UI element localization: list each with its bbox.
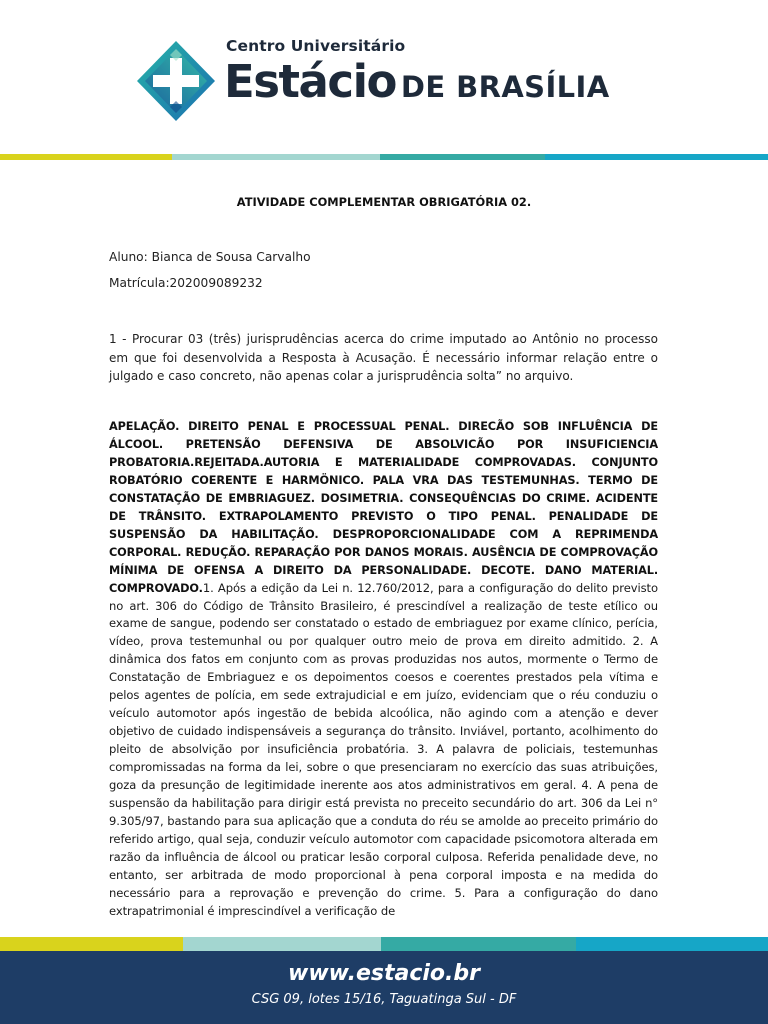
document-title: ATIVIDADE COMPLEMENTAR OBRIGATÓRIA 02. <box>236 195 532 209</box>
student-name-line: Aluno: Bianca de Sousa Carvalho <box>109 250 311 264</box>
footer-color-stripe <box>0 937 768 951</box>
brand-name: Estácio <box>224 55 396 108</box>
footer-address: CSG 09, lotes 15/16, Taguatinga Sul - DF <box>251 992 517 1007</box>
institution-line: Centro Universitário <box>226 37 406 55</box>
estacio-logo-icon <box>136 40 216 122</box>
question-paragraph: 1 - Procurar 03 (três) jurisprudências acerca do crime imputado ao Antônio no processo em que foi desenvolvida a Resposta à Acusação. É necessário informar relação entre o julgado e caso concreto, não apenas colar a jurisprudência solta” no arquivo. <box>109 332 658 383</box>
header-color-stripe <box>0 154 768 160</box>
brand-wordmark <box>224 55 610 108</box>
page-header <box>0 0 768 160</box>
brand-suffix: DE BRASÍLIA <box>400 70 610 104</box>
page-footer <box>0 951 768 1024</box>
jurisprudence-excerpt <box>109 418 658 918</box>
registration-line: Matrícula:202009089232 <box>109 276 263 290</box>
ementa-heading: APELAÇÃO. DIREITO PENAL E PROCESSUAL PENAL. DIRECÃO SOB INFLUÊNCIA DE ÁLCOOL. PRETENSÃO DEFENSIVA DE ABSOLVICÃO POR INSUFICIENCIA PROBATORIA.REJEITADA.AUTORIA E MATERIALIDADE COMPROVADAS. CONJUNTO ROBATÓRIO COERENTE E HARMÖNICO. PALA VRA DAS TESTEMUNHAS. TERMO DE CONSTATAÇÃO DE EMBRIAGUEZ. DOSIMETRIA. CONSEQUÊNCIAS DO CRIME. ACIDENTE DE TRÂNSITO. EXTRAPOLAMENTO PREVISTO O TIPO PENAL. PENALIDADE DE SUSPENSÃO DA HABILITAÇÃO. DESPROPORCIONALIDADE COM A REPRIMENDA CORPORAL. REDUÇÃO. REPARAÇÃO POR DANOS MORAIS. AUSÊNCIA DE COMPROVAÇÃO MÍNIMA DE OFENSA A DIREITO DA PERSONALIDADE. DECOTE. DANO MATERIAL. COMPROVADO. <box>109 420 658 595</box>
ementa-body: 1. Após a edição da Lei n. 12.760/2012, para a configuração do delito previsto no art. 306 do Código de Trânsito Brasileiro, é prescindível a realização de teste etílico ou exame de sangue, podendo ser constatado o estado de embriaguez por exame clínico, perícia, vídeo, prova testemunhal ou por qualquer outro meio de prova em direito admitido. 2. A dinâmica dos fatos em conjunto com as provas produzidas nos autos, mormente o Termo de Constatação de Embriaguez e os depoimentos coesos e coerentes prestados pela vítima e pelos agentes de polícia, em sede extrajudicial e em juízo, evidenciam que o réu conduziu o veículo automotor após ingestão de bebida alcoólica, não agindo com a atenção e dever objetivo de cuidado indispensáveis a segurança do trânsito. Inviável, portanto, acolhimento do pleito de absolvição por insuficiência probatória. 3. A palavra de policiais, testemunhas compromissadas na forma da lei, sobre o que presenciaram no exercício das suas atribuições, goza da presunção de legitimidade inerente aos atos administrativos em geral. 4. A pena de suspensão da habilitação para dirigir está prevista no preceito secundário do art. 306 da Lei n° 9.305/97, bastando para sua aplicação que a conduta do réu se amolde ao preceito primário do referido artigo, qual seja, conduzir veículo automotor com capacidade psicomotora alterada em razão da influência de álcool ou praticar lesão corporal culposa. Referida penalidade deve, no entanto, ser arbitrada de modo proporcional à pena corporal imposta e na medida do necessário para a reprovação e prevenção do crime. 5. Para a configuração do dano extrapatrimonial é imprescindível a verificação de <box>109 580 658 918</box>
footer-website: www.estacio.br <box>288 961 480 986</box>
